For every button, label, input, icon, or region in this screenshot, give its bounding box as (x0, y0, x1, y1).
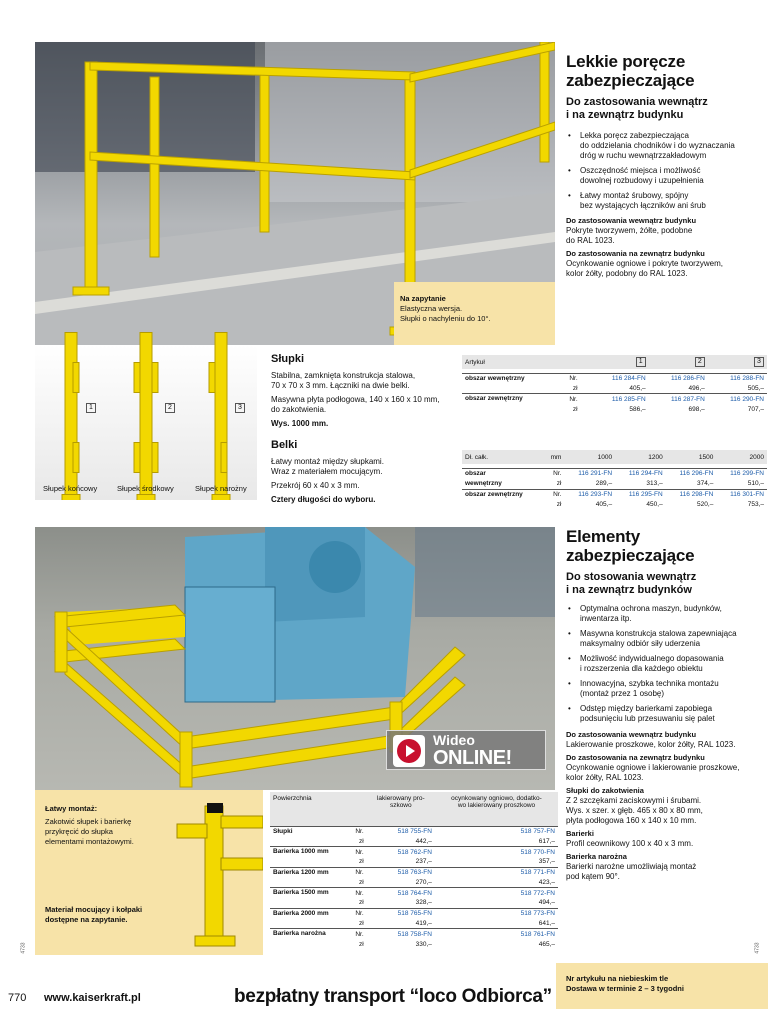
post-label-middle: Słupek środkowy (117, 484, 174, 493)
table-row: zł 328,– 494,– (358, 899, 555, 907)
beams-price-table: Dł. całk. mm 1000 1200 1500 2000 obszar Nr. 116 291-FN 116 294-FN 116 296-FN 116 299-FN wewnętrzny zł 289,– 313,– 374,– 510,– obszar zewnętrzny Nr. 116 293-FN 116 295-FN 116 298-FN 116 301-FN zł 405,– 450,– 520,– 753,– (462, 450, 767, 510)
play-icon[interactable] (393, 735, 425, 767)
list-item: • Optymalna ochrona maszyn, budynków, inwentarza itp. (566, 604, 766, 624)
side-code-right: 4733 (754, 942, 761, 954)
table-row: obszar Nr. 116 291-FN 116 294-FN 116 296-FN 116 299-FN (462, 468, 767, 479)
feature-list (566, 131, 766, 211)
table-row: Barierka 1500 mm Nr. 518 764-FN 518 772-FN (270, 888, 558, 899)
table-row: wewnętrzny zł 289,– 313,– 374,– 510,– (465, 479, 764, 487)
post-label-end: Słupek końcowy (43, 484, 98, 493)
video-badge[interactable]: Wideo ONLINE! (386, 730, 546, 770)
request-box: Na zapytanie Elastyczna wersja. Słupki o nachyleniu do 10°. (394, 282, 555, 345)
list-item: • Oszczędność miejsca i możliwość dowolnej rozbudowy i uzupełnienia (566, 166, 766, 186)
table-row: Słupki Nr. 518 755-FN 518 757-FN (270, 826, 558, 837)
list-item: • Możliwość indywidualnego dopasowania i rozszerzenia dla każdego obiektu (566, 654, 766, 674)
barrier-section-text: Elementy zabezpieczające Do stosowania wewnątrz i na zewnątrz budynków • Optymalna ochrona maszyn, budynków, inwentarza itp. • Masywna konstrukcja stalowa zapewniająca maksymalny odbiór siły uderzenia • Możliwość indywidualnego dopasowania i rozszerzenia dla każdego obiektu • Innowacyjna, szybka technika montażu (montaż przez 1 osobę) • Odstęp między barierkami zapobiega podsunięciu lub przesuwaniu się palet Do zastosowania wewnątrz budynku Lakierowanie proszkowe, kolor żółty, RAL 1023. Do zastosowania na zewnątrz budynku Ocynkowanie ogniowe i lakierowanie proszkowe, kolor żółty, RAL 1023. Słupki do zakotwienia Z 2 szczękami zaciskowymi i śrubami. Wys. x szer. x głęb. 465 x 80 x 80 mm, płyta podłogowa 160 x 140 x 10 mm. Barierki Profil ceownikowy 100 x 40 x 3 mm. Barierka narożna Barierki narożne umożliwiają montaż pod kątem 90°. (566, 527, 766, 882)
table-row: obszar zewnętrzny Nr. 116 285-FN 116 287-FN 116 290-FN (462, 394, 767, 405)
list-item: • Innowacyjna, szybka technika montażu (montaż przez 1 osobę) (566, 679, 766, 699)
table-row: zł 405,– 450,– 520,– 753,– (556, 501, 764, 508)
table-row: Barierka 1000 mm Nr. 518 762-FN 518 770-FN (270, 847, 558, 858)
mounting-box: Łatwy montaż: Zakotwić słupek i barierkę przykręcić do słupka elementami montażowymi. Materiał mocujący i kołpaki dostępne na zapytanie. (35, 790, 263, 955)
railing-section-text: Lekkie poręcze zabezpieczające Do zastosowania wewnątrz i na zewnątrz budynku • Lekka poręcz zabezpieczająca do oddzielania chodników i do wyznaczania dróg w ruchu wewnątrzzakładowym • Oszczędność miejsca i możliwość dowolnej rozbudowy i uzupełnienia • Łatwy montaż śrubowy, spójny bez wystających łączników ani śrub Do zastosowania wewnątrz budynku Pokryte tworzywem, żółte, podobne do RAL 1023. Do zastosowania na zewnątrz budynku Ocynkowanie ogniowe i pokryte tworzywem, kolor żółty, podobny do RAL 1023. (566, 52, 766, 279)
table-row: zł 405,– 496,– 505,– (572, 384, 764, 392)
mounting-illustration (175, 798, 263, 948)
posts-description: Słupki Stabilna, zamknięta konstrukcja stalowa, 70 x 70 x 3 mm. Łączniki na dwie belki. Masywna płyta podłogowa, 140 x 160 x 10 mm, do zakotwienia. Wys. 1000 mm. Belki Łatwy montaż między słupkami. Wraz z materiałem mocującym. Przekrój 60 x 40 x 3 mm. Cztery długości do wyboru. (271, 353, 440, 504)
delivery-note: Nr artykułu na niebieskim tle Dostawa w terminie 2 – 3 tygodni (556, 963, 768, 1009)
list-item: • Odstęp między barierkami zapobiega podsunięciu lub przesuwaniu się palet (566, 704, 766, 724)
table-row: zł 586,– 698,– 707,– (572, 405, 764, 413)
table-row: zł 237,– 357,– (358, 858, 555, 866)
side-code-left: 4733 (20, 942, 27, 954)
table-row: Barierka narożna Nr. 518 758-FN 518 761-FN (270, 929, 558, 940)
posts-illustration (35, 300, 257, 500)
table-row: Barierka 1200 mm Nr. 518 763-FN 518 771-FN (270, 867, 558, 878)
free-transport-slogan: bezpłatny transport “loco Odbiorca” (234, 986, 552, 1007)
barrier-price-table: Powierzchnia lakierowany pro- szkowo ocynkowany ogniowo, dodatko- wo lakierowany proszkowo Słupki Nr. 518 755-FN 518 757-FN zł 442,– 617,– Barierka 1000 mm Nr. 518 762-FN 518 770-FN zł 237,– 357,– Barierka 1200 mm Nr. 518 763-FN 518 771-FN zł 270,– 423,– Barierka 1500 mm Nr. 518 764-FN 518 772-FN zł 328,– 494,– Barierka 2000 mm Nr. 518 765-FN 518 773-FN zł 419,– 641,– Barierka narożna Nr. 518 758-FN 518 761-FN zł 330,– 465,– (270, 792, 558, 949)
posts-price-table: Artykuł 1 2 3 obszar wewnętrzny Nr. 116 284-FN 116 286-FN 116 288-FN zł 405,– 496,– 505,– obszar zewnętrzny Nr. 116 285-FN 116 287-FN 116 290-FN zł 586,– 698,– 707,– (462, 355, 767, 414)
list-item: • Łatwy montaż śrubowy, spójny bez wystających łączników ani śrub (566, 191, 766, 211)
table-row: zł 270,– 423,– (358, 878, 555, 886)
website-link[interactable]: www.kaiserkraft.pl (44, 992, 141, 1004)
posts-panel: 1 2 3 Słupek końcowy Słupek środkowy Słupek narożny (35, 345, 257, 500)
table-row: zł 419,– 641,– (358, 919, 555, 927)
table-row: obszar zewnętrzny Nr. 116 293-FN 116 295-FN 116 298-FN 116 301-FN (462, 489, 767, 500)
page-number: 770 (8, 992, 27, 1004)
table-row: zł 330,– 465,– (358, 940, 555, 948)
table-row: obszar wewnętrzny Nr. 116 284-FN 116 286-FN 116 288-FN (462, 373, 767, 384)
post-label-corner: Słupek narożny (195, 484, 247, 493)
page-title: Lekkie poręcze (566, 52, 686, 71)
feature-list (566, 604, 766, 724)
table-row: Barierka 2000 mm Nr. 518 765-FN 518 773-FN (270, 908, 558, 919)
list-item: • Lekka poręcz zabezpieczająca do oddzielania chodników i do wyznaczania dróg w ruchu wewnątrzzakładowym (566, 131, 766, 161)
table-row: zł 442,– 617,– (358, 837, 555, 845)
list-item: • Masywna konstrukcja stalowa zapewniająca maksymalny odbiór siły uderzenia (566, 629, 766, 649)
